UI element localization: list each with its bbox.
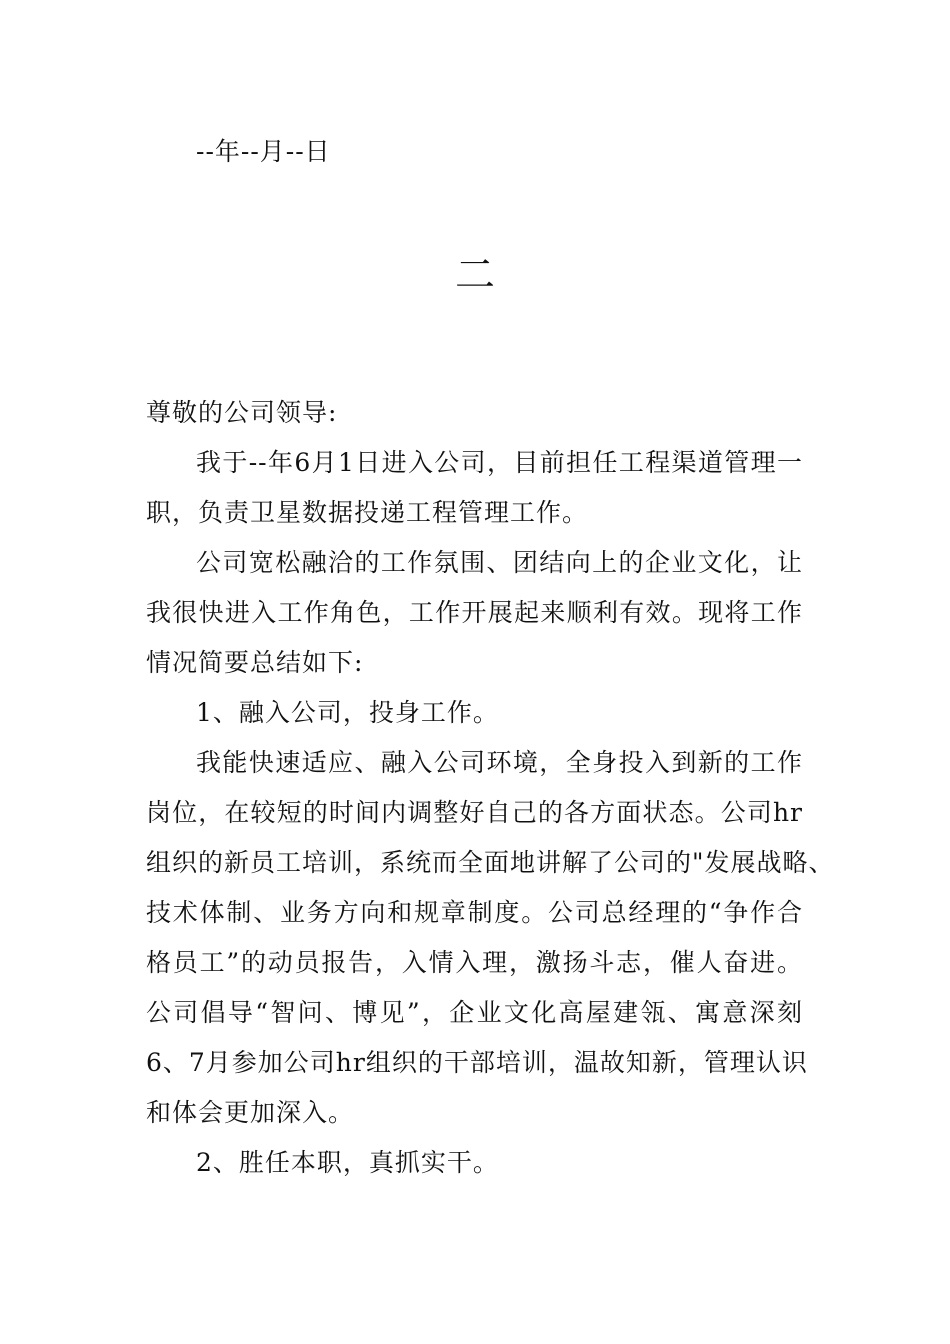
paragraph-line: 公司宽松融洽的工作氛围、团结向上的企业文化，让 [196,548,803,577]
paragraph-line: 我于--年6月1日进入公司，目前担任工程渠道管理一 [196,448,803,477]
paragraph-line: 我能快速适应、融入公司环境，全身投入到新的工作 [196,748,803,777]
paragraph-line: 情况简要总结如下: [146,648,364,677]
paragraph-line: 岗位，在较短的时间内调整好自己的各方面状态。公司hr [146,798,803,827]
paragraph-line: 6、7月参加公司hr组织的干部培训，温故知新，管理认识 [146,1048,808,1077]
paragraph-line: 技术体制、业务方向和规章制度。公司总经理的“争作合 [146,898,803,927]
section-heading: 二 [455,252,495,298]
section-subheading: 1、融入公司，投身工作。 [196,698,499,727]
paragraph-line: 我很快进入工作角色，工作开展起来顺利有效。现将工作 [146,598,803,627]
paragraph-line: 格员工”的动员报告，入情入理，激扬斗志，催人奋进。 [146,948,803,977]
section-subheading: 2、胜任本职，真抓实干。 [196,1148,499,1177]
salutation: 尊敬的公司领导: [146,398,338,427]
paragraph-line: 组织的新员工培训，系统而全面地讲解了公司的"发展战略、 [146,848,835,877]
paragraph-line: 和体会更加深入。 [146,1098,355,1127]
paragraph-line: 职，负责卫星数据投递工程管理工作。 [146,498,589,527]
paragraph-line: 公司倡导“智问、博见”，企业文化高屋建瓴、寓意深刻 [146,998,803,1027]
date-line: --年--月--日 [196,137,331,166]
